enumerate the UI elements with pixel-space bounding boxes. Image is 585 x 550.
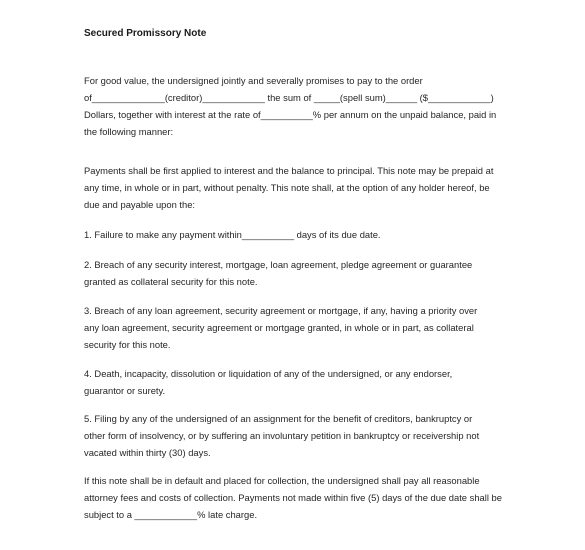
condition-line: other form of insolvency, or by suffering an involuntary petition in bankruptcy or receivership not bbox=[84, 430, 480, 441]
intro-line: the following manner: bbox=[84, 126, 174, 137]
condition-line: 5. Filing by any of the undersigned of an assignment for the benefit of creditors, bankruptcy or bbox=[84, 413, 473, 424]
condition-line: granted as collateral security for this note. bbox=[84, 276, 258, 287]
condition-line: 3. Breach of any loan agreement, security agreement or mortgage, if any, having a priority over bbox=[84, 305, 478, 316]
collection-paragraph bbox=[84, 472, 504, 523]
condition-line: 2. Breach of any security interest, mortgage, loan agreement, pledge agreement or guarantee bbox=[84, 259, 473, 270]
collection-line: If this note shall be in default and placed for collection, the undersigned shall pay all reasonable bbox=[84, 475, 480, 486]
payments-line: due and payable upon the: bbox=[84, 199, 196, 210]
payments-paragraph bbox=[84, 162, 504, 213]
payments-line: any time, in whole or in part, without penalty. This note shall, at the option of any holder hereof, be bbox=[84, 182, 490, 193]
condition-item-4 bbox=[84, 365, 504, 399]
intro-line: Dollars, together with interest at the rate of__________% per annum on the unpaid balance, paid in bbox=[84, 109, 497, 120]
condition-line: 1. Failure to make any payment within__________ days of its due date. bbox=[84, 229, 381, 240]
intro-line: of______________(creditor)____________ the sum of _____(spell sum)______ ($____________) bbox=[84, 92, 494, 103]
condition-item-3 bbox=[84, 302, 504, 353]
collection-line: attorney fees and costs of collection. Payments not made within five (5) days of the due date shall be bbox=[84, 492, 502, 503]
collection-line: subject to a ____________% late charge. bbox=[84, 509, 258, 520]
payments-line: Payments shall be first applied to interest and the balance to principal. This note may be prepaid at bbox=[84, 165, 494, 176]
condition-line: 4. Death, incapacity, dissolution or liquidation of any of the undersigned, or any endorser, bbox=[84, 368, 453, 379]
intro-line: For good value, the undersigned jointly and severally promises to pay to the order bbox=[84, 75, 423, 86]
condition-line: security for this note. bbox=[84, 339, 171, 350]
condition-item-5 bbox=[84, 410, 504, 461]
condition-item-2 bbox=[84, 256, 504, 290]
intro-paragraph bbox=[84, 72, 504, 140]
condition-line: vacated within thirty (30) days. bbox=[84, 447, 211, 458]
condition-item-1 bbox=[84, 226, 504, 243]
document-title: Secured Promissory Note bbox=[84, 28, 207, 39]
condition-line: any loan agreement, security agreement or mortgage granted, in whole or in part, as collateral bbox=[84, 322, 474, 333]
condition-line: guarantor or surety. bbox=[84, 385, 166, 396]
